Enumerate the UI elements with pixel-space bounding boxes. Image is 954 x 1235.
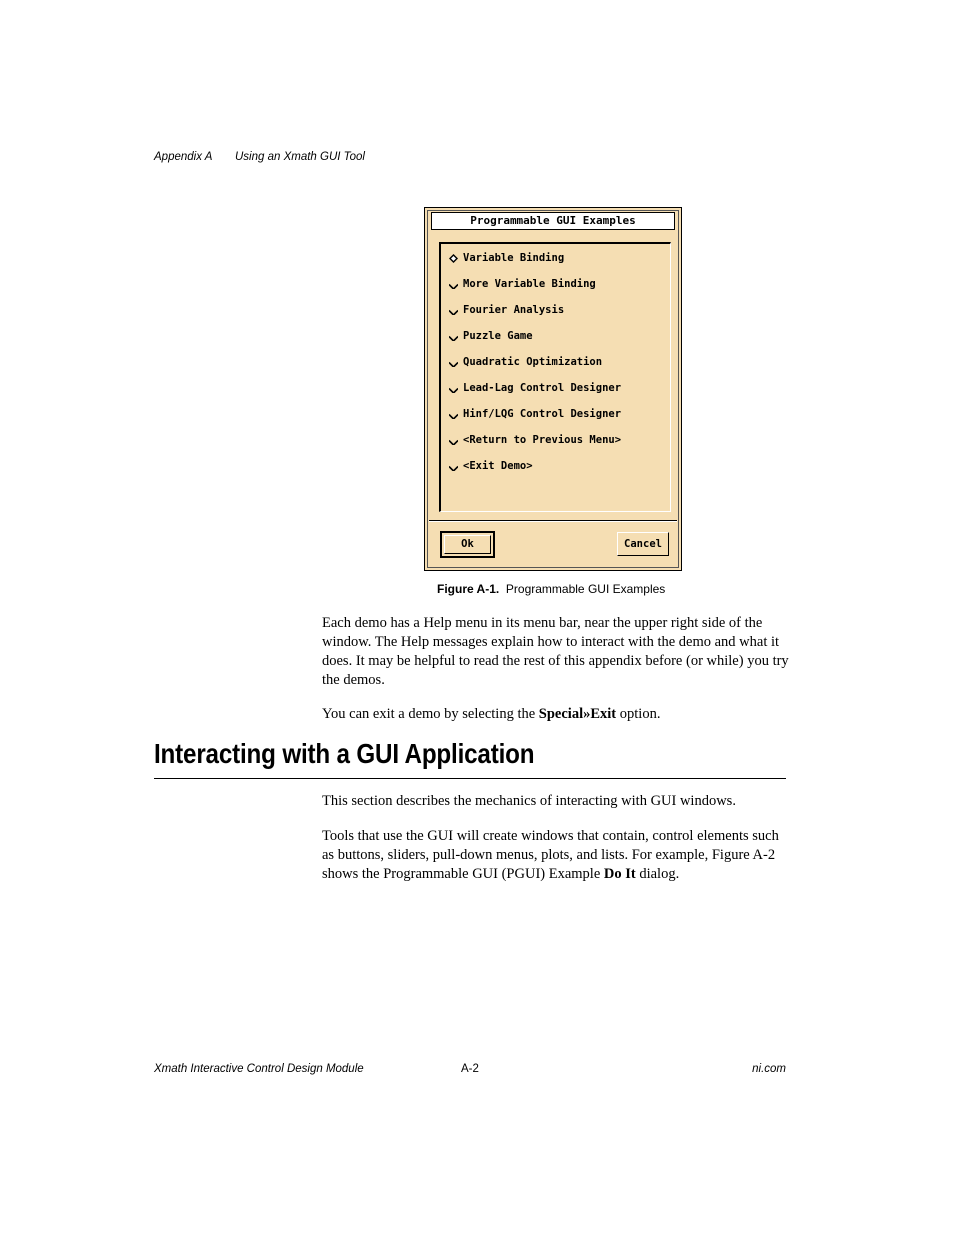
option-label: Lead-Lag Control Designer [463,382,622,394]
figure-label: Figure A-1. [437,582,500,596]
radio-icon[interactable] [449,384,457,392]
figure-caption-text: Programmable GUI Examples [505,582,666,596]
section-rule [154,778,786,779]
paragraph-tools [322,827,792,884]
radio-icon[interactable] [449,462,457,470]
dialog-separator [429,520,677,522]
radio-icon[interactable] [449,436,457,444]
text: dialog. [635,866,680,882]
ok-button[interactable]: Ok [440,531,495,558]
header-section: Appendix A [154,151,213,163]
option-return-to-previous-menu[interactable] [449,432,621,448]
menu-path-special-exit: Special»Exit [538,706,617,722]
option-label: Puzzle Game [463,330,533,342]
radio-icon[interactable] [449,358,457,366]
option-label: Variable Binding [463,252,565,264]
option-label: Quadratic Optimization [463,356,603,368]
programmable-gui-dialog [424,207,682,571]
text: Tools that use the GUI will create windows that contain, control elements such as buttons, sliders, pull-down menus, plots, and lists. For example, Figure A-2 shows the Programmable GUI (PGUI) Example [322,828,779,882]
text: option. [616,706,661,722]
option-label: More Variable Binding [463,278,596,290]
option-list [439,242,671,512]
footer-website: ni.com [752,1063,786,1075]
figure-caption [437,582,665,596]
radio-icon[interactable] [449,332,457,340]
radio-icon[interactable] [449,306,457,314]
radio-icon[interactable] [449,280,457,288]
option-hinf-lqg-control-designer[interactable] [449,406,621,422]
radio-icon[interactable] [449,410,457,418]
option-variable-binding[interactable] [449,250,564,266]
paragraph-help-menu: Each demo has a Help menu in its menu bar, near the upper right side of the window. The Help messages explain how to interact with the demo and what it does. It may be helpful to read the rest of this appendix before (or while) you try the demos. [322,615,789,688]
option-quadratic-optimization[interactable] [449,354,602,370]
text: You can exit a demo by selecting the [322,706,539,722]
dialog-name-do-it: Do It [603,866,636,882]
section-heading: Interacting with a GUI Application [154,738,535,769]
radio-selected-icon[interactable] [449,254,457,262]
cancel-button[interactable]: Cancel [617,532,669,556]
option-lead-lag-control-designer[interactable] [449,380,621,396]
option-fourier-analysis[interactable] [449,302,564,318]
option-label: <Return to Previous Menu> [463,434,622,446]
option-more-variable-binding[interactable] [449,276,596,292]
footer-page-number: A-2 [461,1063,479,1075]
option-puzzle-game[interactable] [449,328,533,344]
paragraph-section-intro: This section describes the mechanics of interacting with GUI windows. [322,793,736,809]
footer-manual-title: Xmath Interactive Control Design Module [154,1063,364,1075]
option-exit-demo[interactable] [449,458,533,474]
option-label: Fourier Analysis [463,304,565,316]
dialog-title: Programmable GUI Examples [431,212,675,230]
header-title: Using an Xmath GUI Tool [235,151,365,163]
option-label: <Exit Demo> [463,460,533,472]
paragraph-exit-demo [322,705,792,724]
option-label: Hinf/LQG Control Designer [463,408,622,420]
